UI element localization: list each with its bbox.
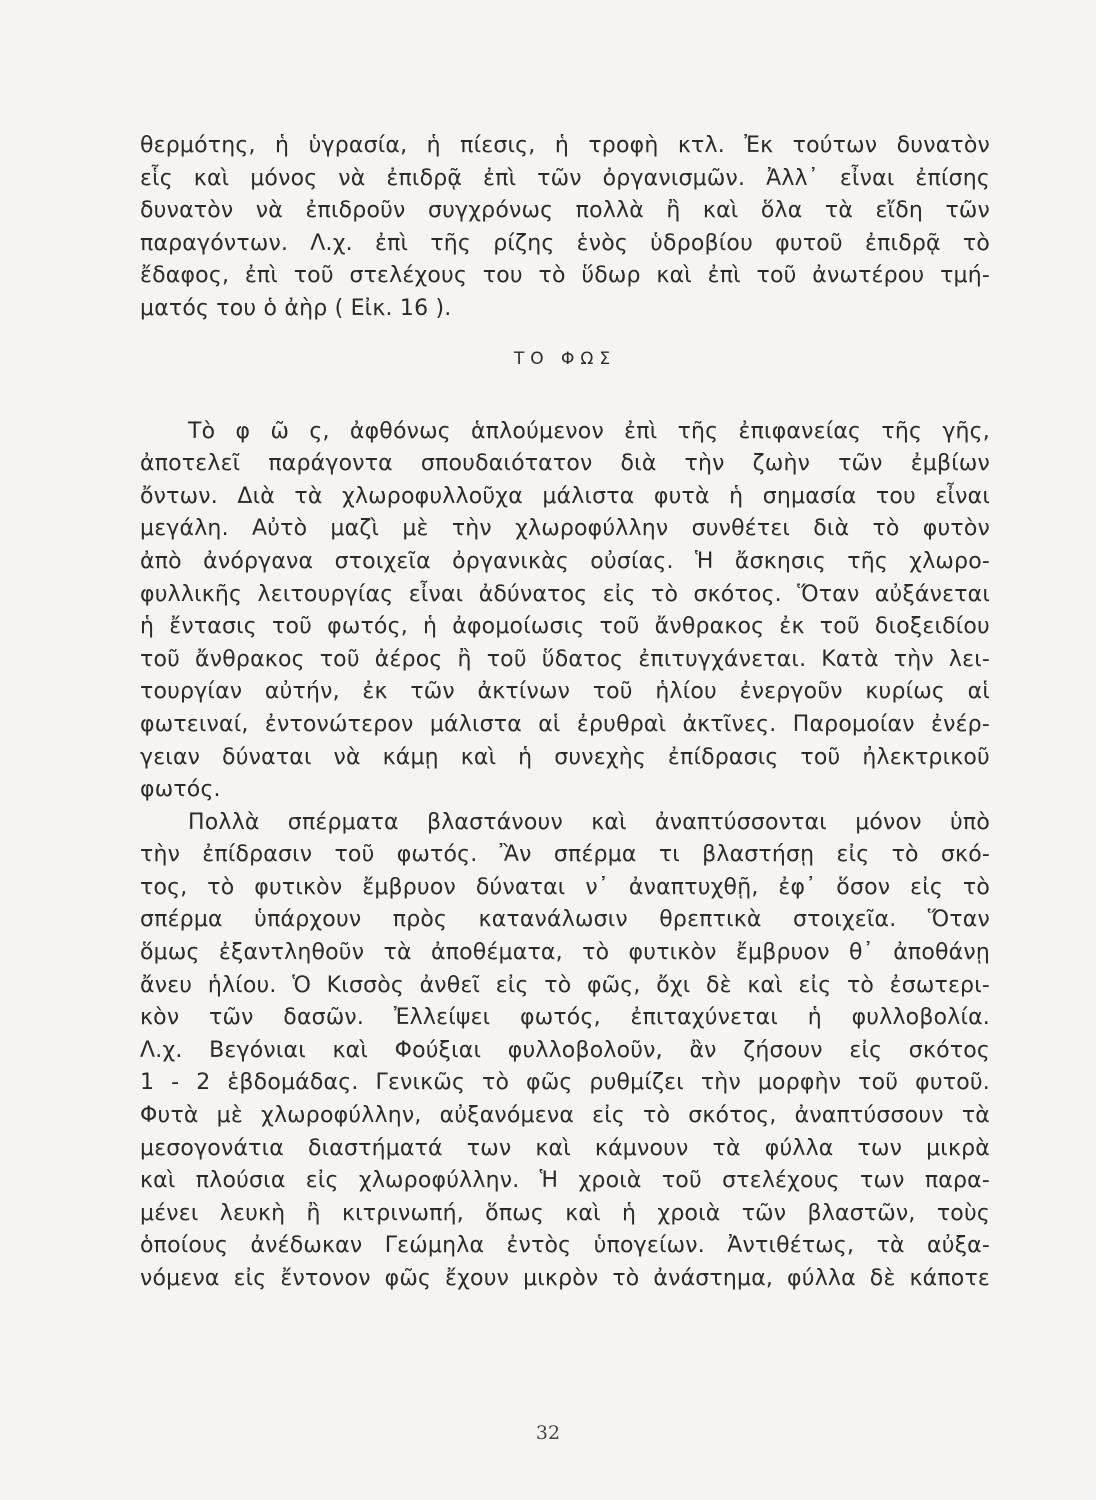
text-line: νόμενα εἰς ἔντονον φῶς ἔχουν μικρὸν τὸ ἀνάστημα, φύλλα δὲ κάποτε — [140, 1266, 990, 1291]
paragraph-light — [140, 416, 990, 807]
text-line: Τὸ φ ῶ ς, ἀφθόνως ἁπλούμενον ἐπὶ τῆς ἐπιφανείας τῆς γῆς, — [188, 418, 990, 444]
text-line: 1 - 2 ἑβδομάδας. Γενικῶς τὸ φῶς ρυθμίζει τὴν μορφὴν τοῦ φυτοῦ. — [140, 1070, 990, 1096]
text-line: φωτειναί, ἐντονώτερον μάλιστα αἱ ἐρυθραὶ ἀκτῖνες. Παρομοίαν ἐνέρ- — [140, 711, 990, 737]
text-line: φυλλικῆς λειτουργίας εἶναι ἀδύνατος εἰς τὸ σκότος. Ὅταν αὐξάνεται — [140, 581, 990, 607]
text-block — [140, 130, 990, 1296]
text-line: ὄντων. Διὰ τὰ χλωροφυλλοῦχα μάλιστα φυτὰ ἡ σημασία του εἶναι — [140, 483, 990, 509]
section-heading: ΤΟ ΦΩΣ — [513, 348, 617, 369]
text-line: Πολλὰ σπέρματα βλαστάνουν καὶ ἀναπτύσσονται μόνον ὑπὸ — [188, 809, 990, 835]
text-line: Λ.χ. Βεγόνιαι καὶ Φούξιαι φυλλοβολοῦν, ἂν ζήσουν εἰς σκότος — [140, 1037, 990, 1063]
text-line: τουργίαν αὐτήν, ἐκ τῶν ἀκτίνων τοῦ ἡλίου ἐνεργοῦν κυρίως αἱ — [140, 679, 990, 705]
paragraph-seeds — [140, 807, 990, 1296]
text-line: ἔδαφος, ἐπὶ τοῦ στελέχους του τὸ ὕδωρ καὶ ἐπὶ τοῦ ἀνωτέρου τμή- — [140, 263, 990, 289]
text-line: ἄνευ ἡλίου. Ὁ Κισσὸς ἀνθεῖ εἰς τὸ φῶς, ὄχι δὲ καὶ εἰς τὸ ἐσωτερι- — [140, 972, 990, 998]
text-line: κὸν τῶν δασῶν. Ἐλλείψει φωτός, ἐπιταχύνεται ἡ φυλλοβολία. — [140, 1005, 990, 1031]
text-line: ὅμως ἐξαντληθοῦν τὰ ἀποθέματα, τὸ φυτικὸν ἔμβρυον θ᾽ ἀποθάνῃ — [140, 940, 990, 966]
text-line: μεσογονάτια διαστήματά των καὶ κάμνουν τὰ φύλλα των μικρὰ — [140, 1135, 990, 1161]
text-line: ματός του ὁ ἀὴρ ( Εἰκ. 16 ). — [140, 295, 452, 321]
text-line: τοῦ ἄνθρακος τοῦ ἀέρος ἢ τοῦ ὕδατος ἐπιτυγχάνεται. Κατὰ τὴν λει- — [140, 646, 990, 672]
text-line: γειαν δύναται νὰ κάμῃ καὶ ἡ συνεχὴς ἐπίδρασις τοῦ ἠλεκτρικοῦ — [140, 744, 990, 770]
text-line: Φυτὰ μὲ χλωροφύλλην, αὐξανόμενα εἰς τὸ σκότος, ἀναπτύσσουν τὰ — [140, 1103, 990, 1129]
text-line: φωτός. — [140, 777, 221, 803]
text-line: ἡ ἔντασις τοῦ φωτός, ἡ ἀφομοίωσις τοῦ ἄνθρακος ἐκ τοῦ διοξειδίου — [140, 614, 990, 640]
text-line: μεγάλη. Αὐτὸ μαζὶ μὲ τὴν χλωροφύλλην συνθέτει διὰ τὸ φυτὸν — [140, 516, 990, 542]
text-line: σπέρμα ὑπάρχουν πρὸς κατανάλωσιν θρεπτικὰ στοιχεῖα. Ὅταν — [140, 907, 990, 933]
text-line: δυνατὸν νὰ ἐπιδροῦν συγχρόνως πολλὰ ἢ καὶ ὅλα τὰ εἴδη τῶν — [140, 198, 990, 224]
text-line: καὶ πλούσια εἰς χλωροφύλλην. Ἡ χροιὰ τοῦ στελέχους των παρα- — [140, 1168, 990, 1194]
text-line: ἀπὸ ἀνόργανα στοιχεῖα ὀργανικὰς οὐσίας. Ἡ ἄσκησις τῆς χλωρο- — [140, 548, 990, 574]
text-line: ὁποίους ἀνέδωκαν Γεώμηλα ἐντὸς ὑπογείων. Ἀντιθέτως, τὰ αὐξα- — [140, 1233, 990, 1259]
text-line: εἷς καὶ μόνος νὰ ἐπιδρᾷ ἐπὶ τῶν ὀργανισμῶν. Ἀλλ᾽ εἶναι ἐπίσης — [140, 165, 990, 191]
paragraph-intro — [140, 130, 990, 326]
text-line: θερμότης, ἡ ὑγρασία, ἡ πίεσις, ἡ τροφὴ κτλ. Ἐκ τούτων δυνατὸν — [140, 133, 990, 158]
text-line: τὴν ἐπίδρασιν τοῦ φωτός. Ἂν σπέρμα τι βλαστήσῃ εἰς τὸ σκό- — [140, 842, 990, 868]
text-line: ἀποτελεῖ παράγοντα σπουδαιότατον διὰ τὴν ζωὴν τῶν ἐμβίων — [140, 451, 990, 477]
page-number: 32 — [535, 1422, 561, 1444]
text-line: μένει λευκὴ ἢ κιτρινωπή, ὅπως καὶ ἡ χροιὰ τῶν βλαστῶν, τοὺς — [140, 1200, 990, 1226]
text-line: τος, τὸ φυτικὸν ἔμβρυον δύναται ν᾽ ἀναπτυχθῇ, ἐφ᾽ ὅσον εἰς τὸ — [140, 874, 990, 900]
text-line: παραγόντων. Λ.χ. ἐπὶ τῆς ρίζης ἑνὸς ὑδροβίου φυτοῦ ἐπιδρᾷ τὸ — [140, 230, 990, 256]
